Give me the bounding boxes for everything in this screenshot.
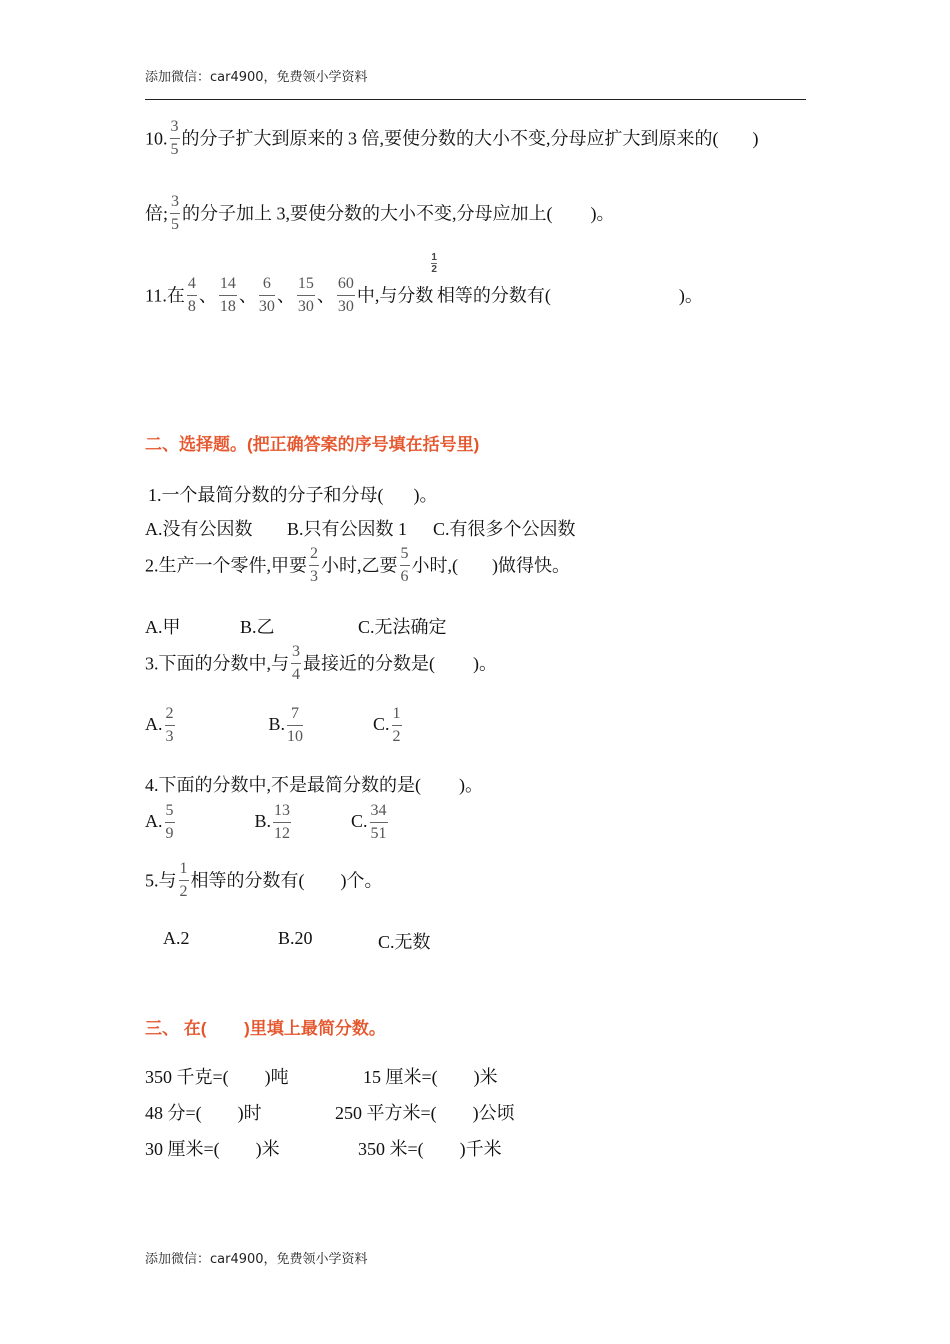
denominator: 12 (274, 825, 291, 842)
question-text: 2.生产一个零件,甲要 (145, 555, 307, 576)
fraction (259, 274, 275, 317)
option-a[interactable] (145, 802, 177, 842)
denominator: 9 (165, 825, 174, 842)
paren-close: )。 (678, 285, 703, 306)
option-label: C. (351, 810, 368, 831)
numerator: 3 (170, 117, 180, 139)
separator: 、 (276, 285, 295, 306)
option-b[interactable]: B.乙 (240, 617, 275, 637)
numerator: 5 (400, 544, 410, 566)
question-10-line-1 (145, 117, 759, 177)
fraction (337, 274, 355, 317)
fraction (179, 859, 189, 902)
options-row-3 (145, 704, 404, 764)
fraction (165, 704, 175, 747)
option-b[interactable]: B.20 (278, 928, 313, 948)
question-text: 11.在 (145, 285, 185, 306)
choice-question-5 (145, 859, 383, 919)
denominator: 2 (179, 883, 188, 900)
numerator: 1 (392, 704, 402, 726)
numerator: 1 (431, 252, 437, 263)
question-text: 的分子扩大到原来的 3 倍,要使分数的大小不变,分母应扩大到原来的( (181, 128, 719, 149)
question-text: 3.下面的分数中,与 (145, 653, 289, 674)
denominator: 3 (310, 568, 318, 585)
option-a[interactable]: A.2 (163, 928, 190, 948)
option-b[interactable]: B.只有公因数 1 (287, 519, 408, 539)
fill-item[interactable]: 48 分=( )时 (145, 1103, 262, 1123)
paren-close: ) (752, 128, 759, 149)
choice-question-4 (145, 771, 483, 797)
option-label: A. (145, 713, 163, 734)
numerator: 15 (297, 274, 315, 296)
question-text: 中,与分数 (356, 285, 434, 306)
denominator: 4 (292, 666, 300, 683)
separator: 、 (238, 285, 257, 306)
option-label: B. (268, 713, 286, 734)
numerator: 14 (219, 274, 237, 296)
option-b[interactable] (254, 802, 294, 842)
fraction (219, 274, 237, 317)
numerator: 2 (309, 544, 319, 566)
paren-close: )。 (459, 775, 483, 795)
fraction (273, 801, 291, 844)
denominator: 5 (170, 141, 179, 158)
paren-close: )。 (590, 203, 615, 224)
question-text: 5.与 (145, 870, 177, 891)
option-a[interactable]: A.甲 (145, 617, 181, 637)
fraction (170, 117, 180, 160)
fraction (309, 544, 319, 587)
numerator: 1 (179, 859, 189, 881)
page-header: 添加微信：car4900，免费领小学资料 (145, 70, 368, 85)
page-footer: 添加微信：car4900，免费领小学资料 (145, 1252, 368, 1267)
header-divider (145, 99, 806, 100)
denominator: 3 (165, 728, 174, 745)
numerator: 34 (370, 801, 388, 823)
question-text: 相等的分数有( (436, 285, 551, 306)
fill-item[interactable]: 350 千克=( )吨 (145, 1067, 289, 1087)
numerator: 3 (291, 642, 301, 664)
option-c[interactable] (351, 802, 390, 842)
section-2-title: 二、选择题。(把正确答案的序号填在括号里) (145, 435, 480, 454)
question-number: 10. (145, 128, 168, 149)
option-label: C. (373, 713, 390, 734)
denominator: 10 (287, 728, 304, 745)
option-c[interactable]: C.无法确定 (358, 617, 447, 637)
denominator: 5 (171, 216, 180, 233)
numerator: 2 (165, 704, 175, 726)
question-text: 最接近的分数是( (303, 653, 435, 674)
question-11 (145, 252, 703, 334)
fill-item[interactable]: 350 米=( )千米 (358, 1139, 502, 1159)
fill-item[interactable]: 30 厘米=( )米 (145, 1139, 280, 1159)
numerator: 7 (287, 704, 303, 726)
question-text: 相等的分数有( (190, 870, 305, 891)
question-text: 4.下面的分数中,不是最简分数的是( (145, 775, 421, 795)
denominator: 18 (219, 298, 236, 315)
question-text: 的分子加上 3,要使分数的大小不变,分母应加上( (182, 203, 553, 224)
small-fraction (431, 252, 437, 275)
options-row-4 (145, 801, 390, 861)
question-text: )个。 (340, 870, 383, 891)
denominator: 6 (400, 568, 409, 585)
numerator: 60 (337, 274, 355, 296)
option-b[interactable] (268, 705, 306, 745)
denominator: 2 (431, 264, 437, 275)
choice-question-3 (145, 642, 497, 702)
choice-question-1 (148, 481, 438, 507)
question-text: 小时,( (411, 555, 458, 576)
option-c[interactable] (373, 705, 404, 745)
fill-item[interactable]: 15 厘米=( )米 (363, 1067, 498, 1087)
fraction (291, 642, 301, 685)
fraction (392, 704, 402, 747)
question-text: )做得快。 (492, 555, 570, 576)
fraction (297, 274, 315, 317)
numerator: 4 (187, 274, 197, 296)
choice-question-2 (145, 544, 570, 604)
numerator: 6 (259, 274, 275, 296)
fill-item[interactable]: 250 平方米=( )公顷 (335, 1103, 515, 1123)
option-c[interactable]: C.无数 (378, 932, 431, 952)
paren-close: )。 (473, 653, 497, 674)
numerator: 3 (170, 192, 180, 214)
fraction (287, 704, 303, 747)
separator: 、 (316, 285, 335, 306)
fraction (165, 801, 175, 844)
denominator: 8 (187, 298, 196, 315)
question-text: 倍; (145, 203, 169, 224)
fraction (170, 192, 180, 235)
question-text: 1.一个最简分数的分子和分母( (148, 485, 384, 505)
denominator: 30 (297, 298, 314, 315)
section-3-title: 三、 在( )里填上最简分数。 (145, 1019, 386, 1038)
denominator: 51 (370, 825, 387, 842)
option-label: A. (145, 810, 163, 831)
numerator: 5 (165, 801, 175, 823)
option-a[interactable] (145, 705, 177, 745)
separator: 、 (198, 285, 217, 306)
denominator: 30 (337, 298, 354, 315)
fraction (187, 274, 197, 317)
paren-close: )。 (413, 485, 438, 505)
question-text: 小时,乙要 (321, 555, 398, 576)
question-10-line-2 (145, 192, 615, 252)
fraction (400, 544, 410, 587)
numerator: 13 (273, 801, 291, 823)
option-label: B. (254, 810, 272, 831)
option-a[interactable]: A.没有公因数 (145, 519, 253, 539)
denominator: 30 (258, 298, 275, 315)
fraction (370, 801, 388, 844)
denominator: 2 (392, 728, 401, 745)
option-c[interactable]: C.有很多个公因数 (433, 519, 576, 539)
